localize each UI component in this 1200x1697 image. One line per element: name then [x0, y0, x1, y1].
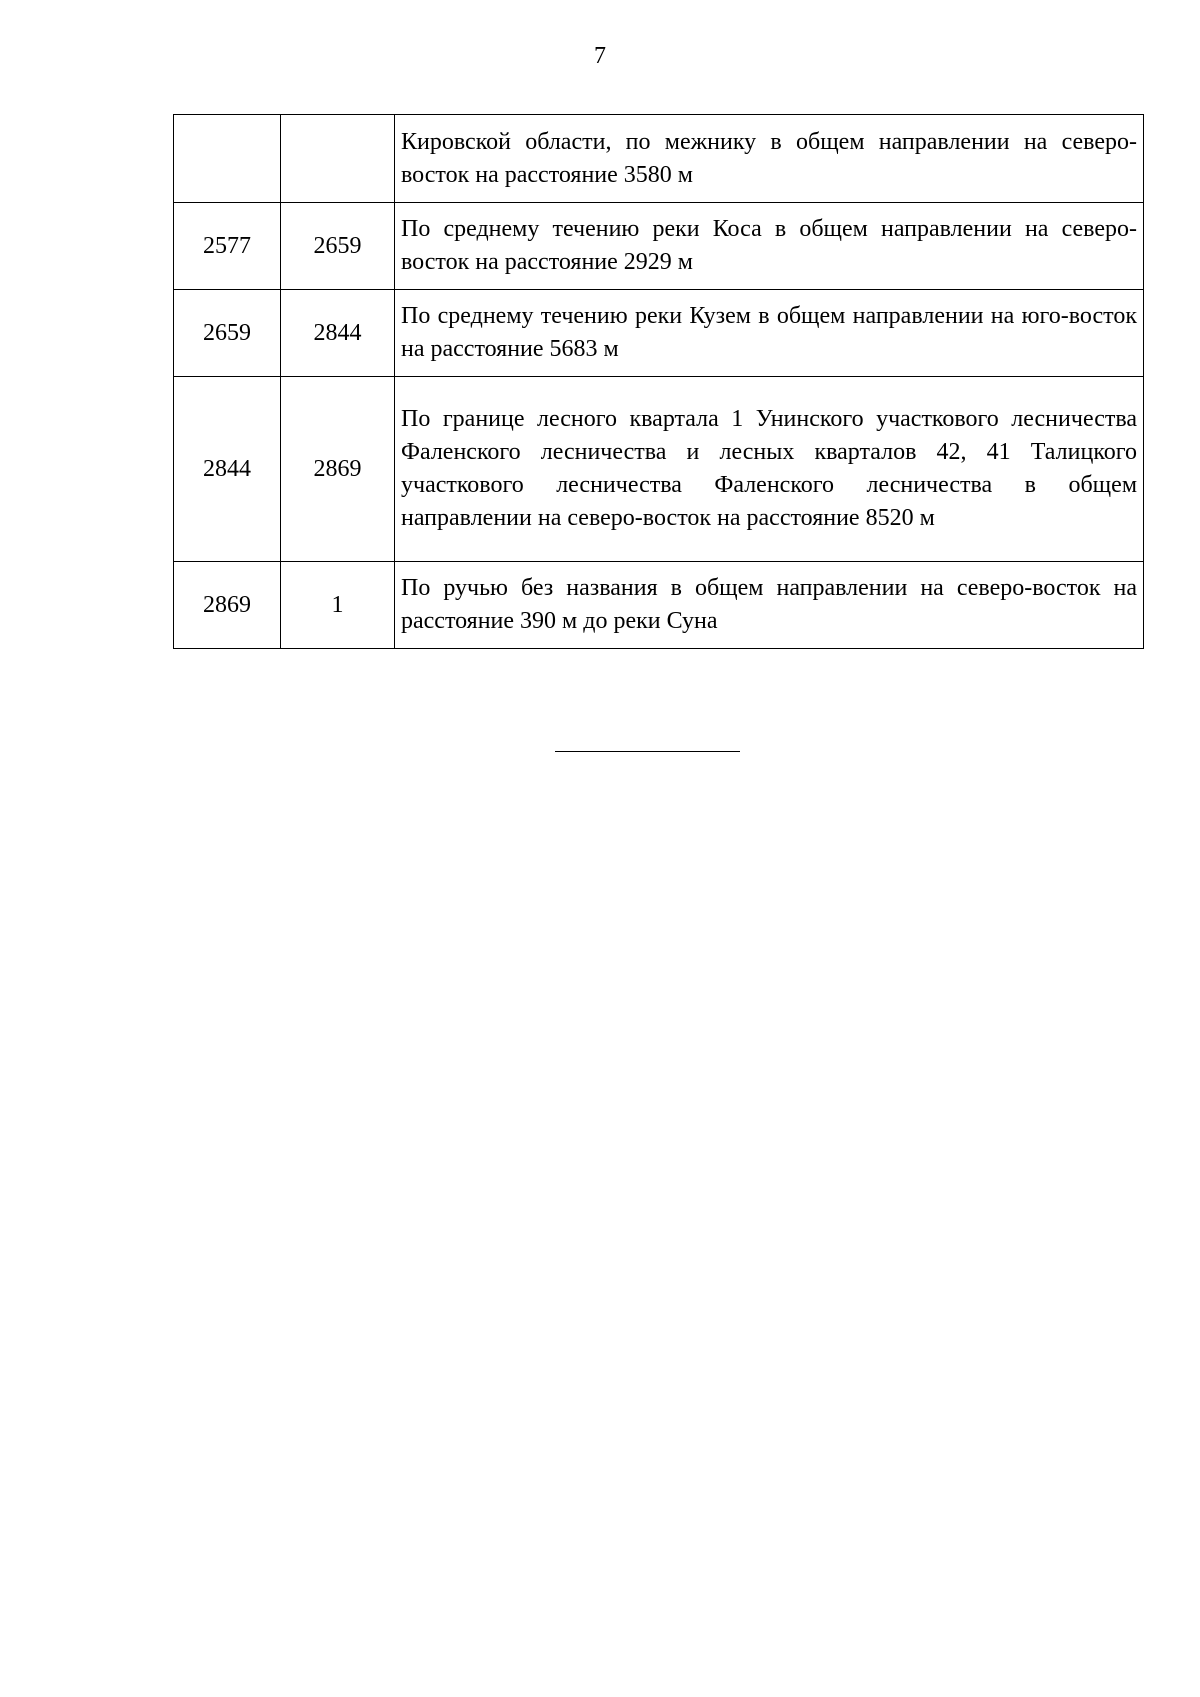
point-to-cell: 1 — [281, 562, 395, 649]
boundary-table — [173, 114, 1144, 649]
end-separator-line — [555, 751, 740, 752]
table-row — [174, 562, 1144, 649]
table-row — [174, 203, 1144, 290]
point-to-cell: 2659 — [281, 203, 395, 290]
boundary-description-cell: По ручью без названия в общем направлении на северо-восток на расстояние 390 м до реки Суна — [395, 562, 1144, 649]
table-row — [174, 290, 1144, 377]
point-from-cell: 2844 — [174, 377, 281, 562]
table-row — [174, 377, 1144, 562]
boundary-description-cell: По границе лесного квартала 1 Унинского участкового лесничества Фаленского лесничества и лесных кварталов 42, 41 Талицкого участкового лесничества Фаленского лесничества в общем направлении на северо-восток на расстояние 8520 м — [395, 377, 1144, 562]
point-to-cell: 2869 — [281, 377, 395, 562]
table-row — [174, 115, 1144, 203]
boundary-description-cell: Кировской области, по межнику в общем направлении на северо-восток на расстояние 3580 м — [395, 115, 1144, 203]
point-from-cell: 2577 — [174, 203, 281, 290]
page-number: 7 — [594, 43, 606, 69]
point-from-cell: 2869 — [174, 562, 281, 649]
point-to-cell — [281, 115, 395, 203]
boundary-description-cell: По среднему течению реки Кузем в общем направлении на юго-восток на расстояние 5683 м — [395, 290, 1144, 377]
point-from-cell: 2659 — [174, 290, 281, 377]
point-to-cell: 2844 — [281, 290, 395, 377]
point-from-cell — [174, 115, 281, 203]
boundary-description-cell: По среднему течению реки Коса в общем направлении на северо-восток на расстояние 2929 м — [395, 203, 1144, 290]
